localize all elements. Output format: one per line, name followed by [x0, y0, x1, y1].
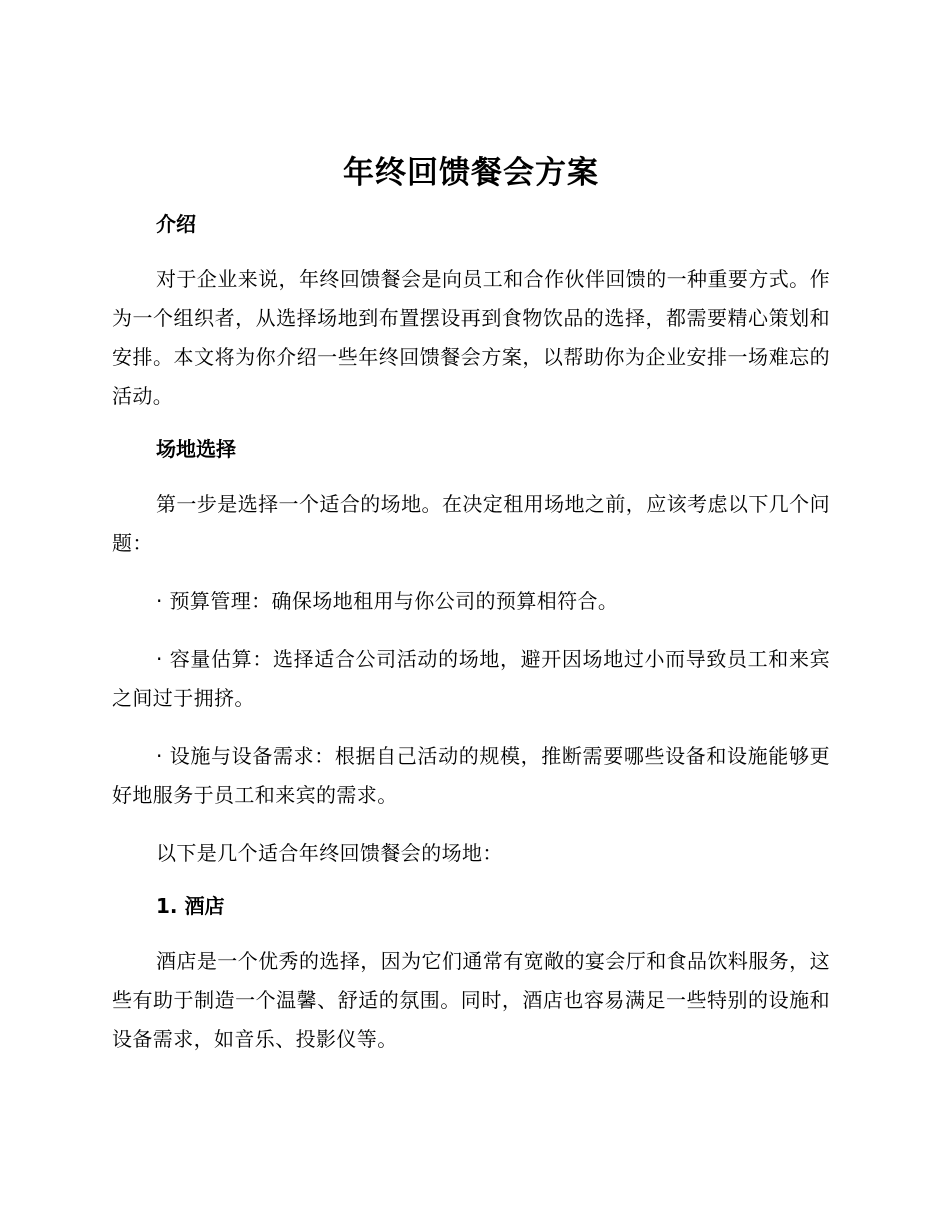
section-heading-hotel: 1. 酒店 — [156, 894, 225, 918]
intro-paragraph: 对于企业来说，年终回馈餐会是向员工和合作伙伴回馈的一种重要方式。作为一个组织者，从选择场地到布置摆设再到食物饮品的选择，都需要精心策划和安排。本文将为你介绍一些年终回馈餐会方案，以帮助你为企业安排一场难忘的活动。 — [112, 267, 830, 408]
venue-intro-paragraph: 第一步是选择一个适合的场地。在决定租用场地之前，应该考虑以下几个问题： — [112, 492, 830, 555]
section-heading-introduction: 介绍 — [156, 212, 196, 236]
section-heading-venue-selection: 场地选择 — [156, 437, 236, 461]
bullet-capacity-estimation: · 容量估算：选择适合公司活动的场地，避开因场地过小而导致员工和来宾之间过于拥挤。 — [112, 647, 830, 710]
hotel-paragraph: 酒店是一个优秀的选择，因为它们通常有宽敞的宴会厅和食品饮料服务，这些有助于制造一个温馨、舒适的氛围。同时，酒店也容易满足一些特别的设施和设备需求，如音乐、投影仪等。 — [112, 949, 830, 1051]
venue-list-intro: 以下是几个适合年终回馈餐会的场地： — [156, 841, 503, 865]
document-content — [112, 150, 830, 1078]
bullet-budget-management: · 预算管理：确保场地租用与你公司的预算相符合。 — [156, 589, 619, 613]
document-title: 年终回馈餐会方案 — [343, 155, 599, 191]
bullet-facilities-requirements: · 设施与设备需求：根据自己活动的规模，推断需要哪些设备和设施能够更好地服务于员工和来宾的需求。 — [112, 744, 830, 807]
